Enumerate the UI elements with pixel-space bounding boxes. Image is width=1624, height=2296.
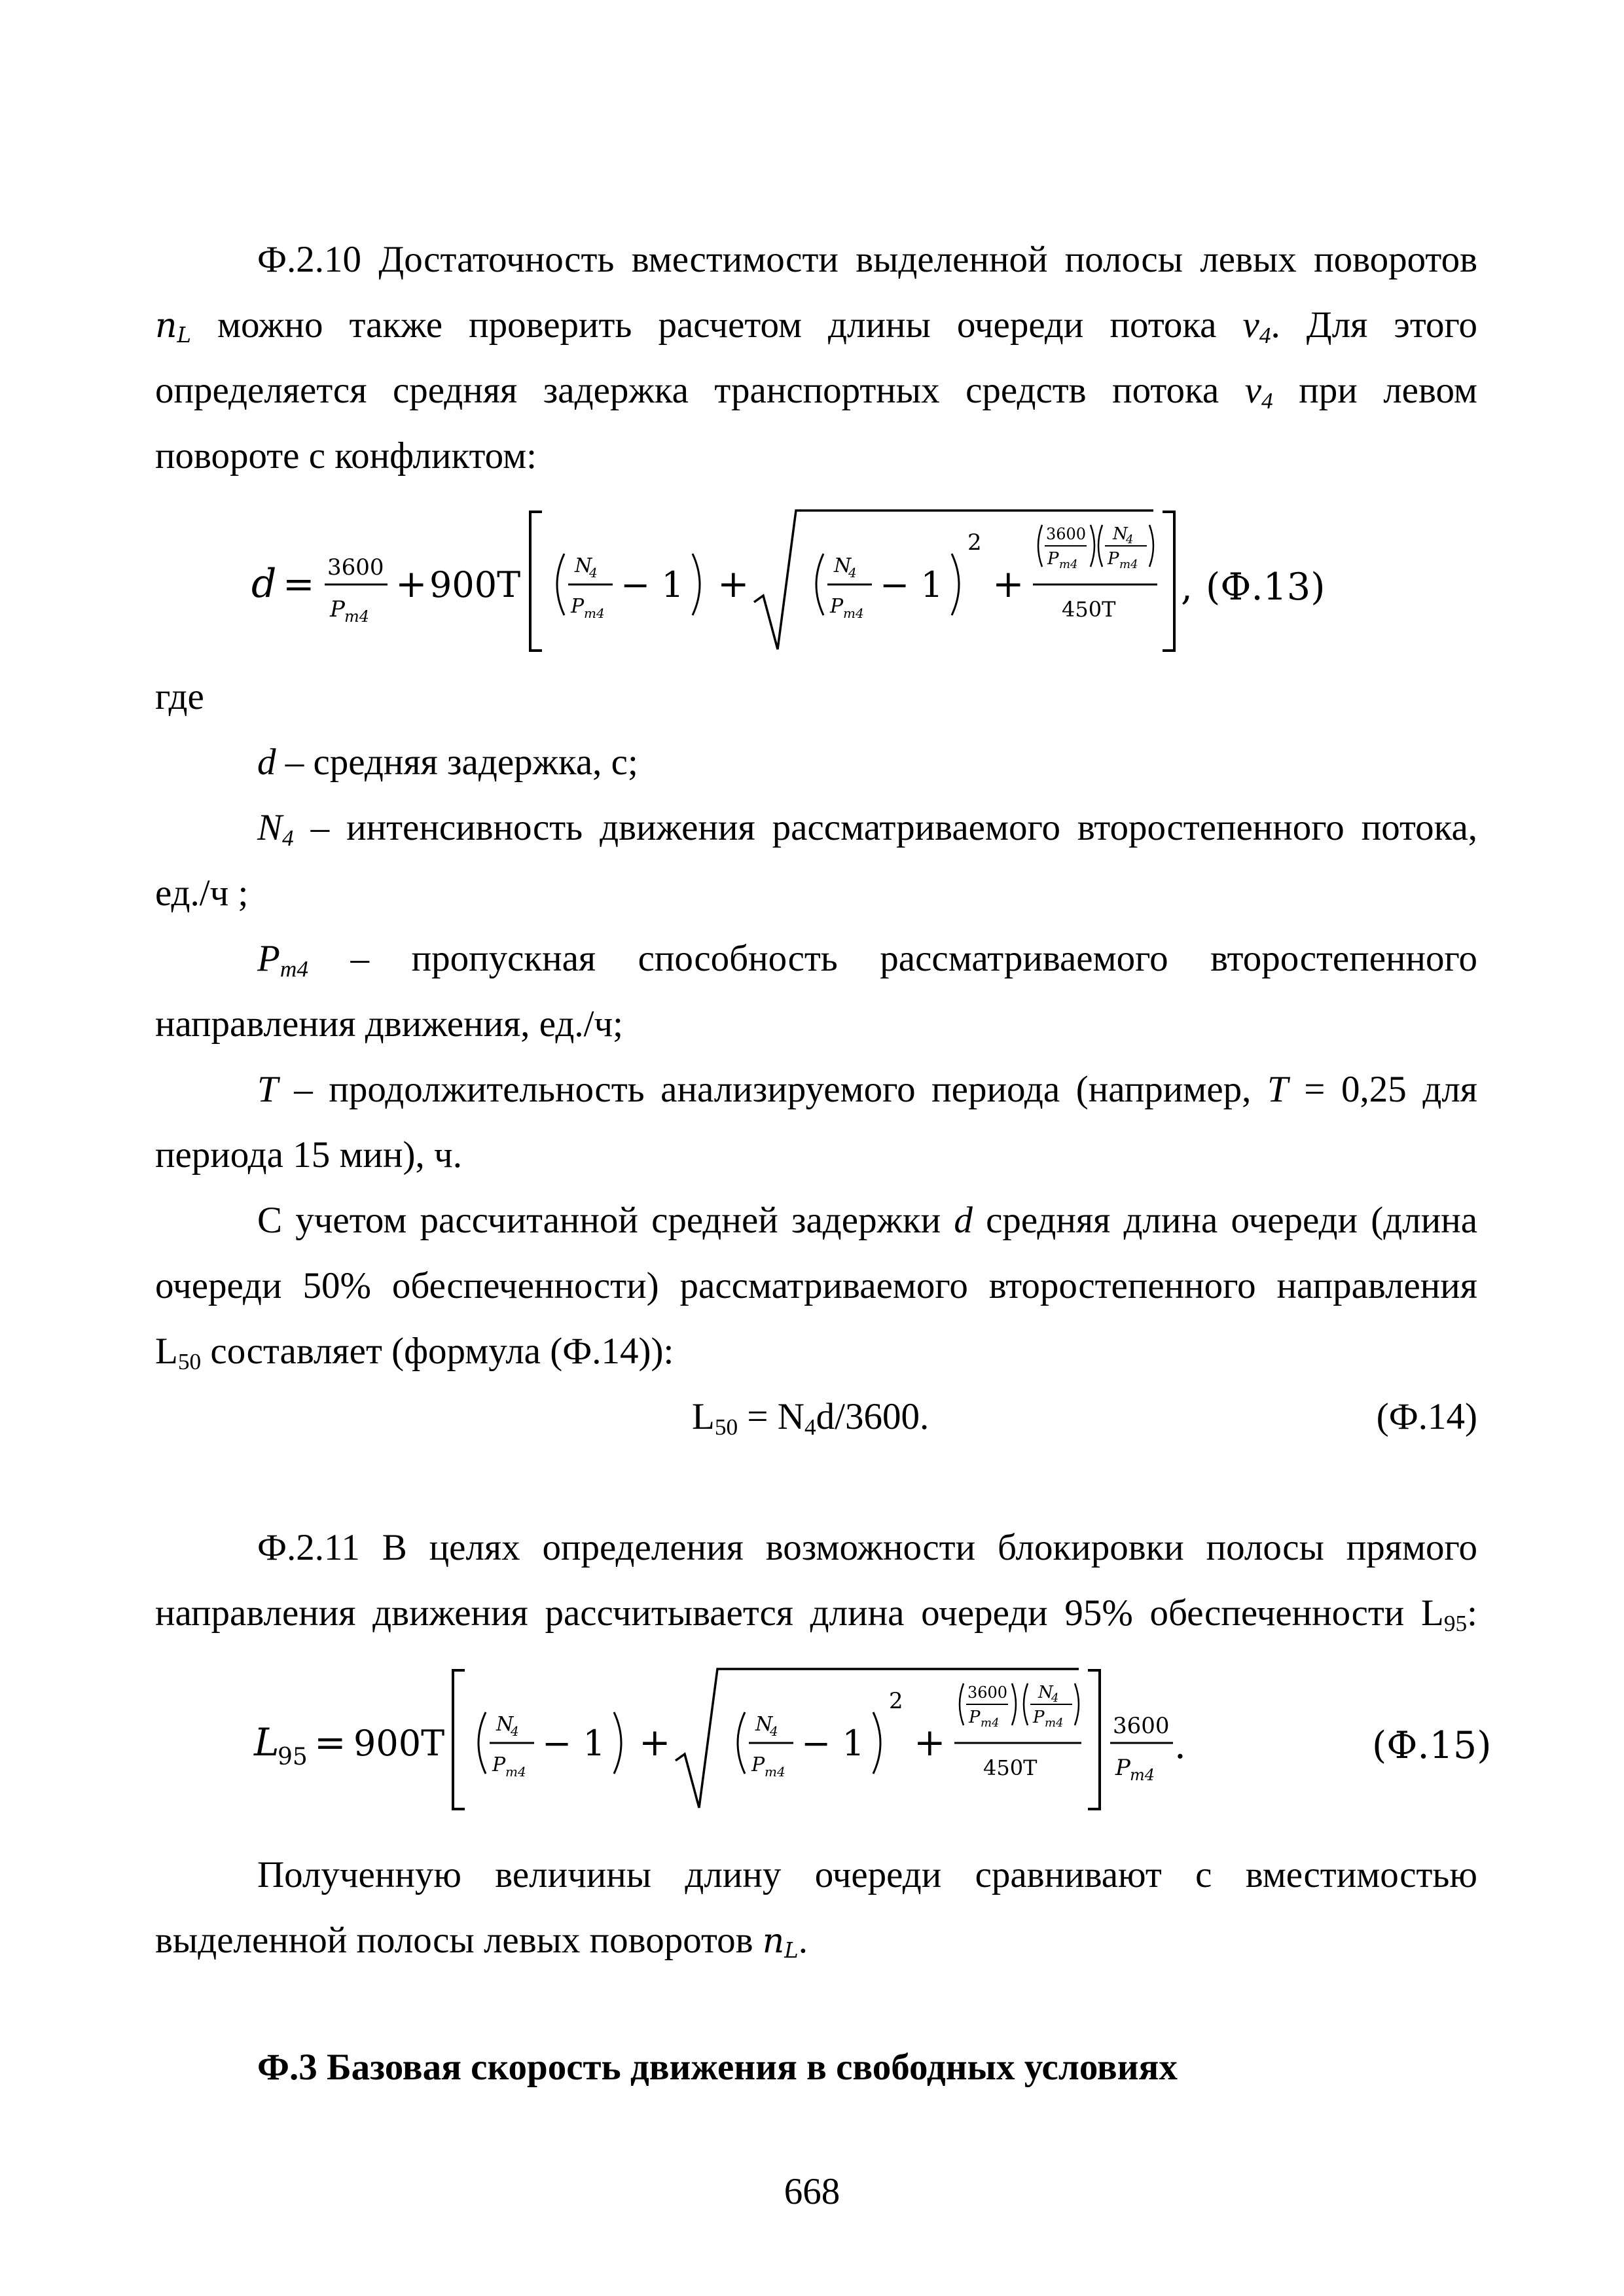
- svg-text:m4: m4: [981, 1716, 1000, 1730]
- svg-text:P: P: [969, 1708, 981, 1727]
- paragraph-L50-line2: очереди 50% обеспеченности) рассматриваемого второстепенного направления: [155, 1265, 1477, 1306]
- svg-text:P: P: [751, 1753, 765, 1776]
- svg-text:450T: 450T: [1062, 597, 1116, 622]
- paragraph-f210-line4: повороте с конфликтом:: [155, 435, 537, 476]
- svg-text:P: P: [1115, 1755, 1130, 1781]
- svg-text:2: 2: [967, 529, 982, 556]
- paragraph-L50-line1: С учетом рассчитанной средней задержки d средняя длина очереди (длина: [257, 1200, 1477, 1241]
- definition-Pm4-cont: направления движения, ед./ч;: [155, 1003, 623, 1045]
- svg-text:P: P: [1047, 549, 1059, 569]
- svg-text:m4: m4: [344, 607, 370, 626]
- paragraph-f210-line1: Ф.2.10 Достаточность вместимости выделенной полосы левых поворотов: [257, 239, 1477, 280]
- svg-text:m4: m4: [1059, 558, 1078, 571]
- svg-text:m4: m4: [1045, 1716, 1064, 1730]
- svg-text:2: 2: [889, 1688, 903, 1714]
- paragraph-compare-line1: Полученную величины длину очереди сравнивают с вместимостью: [257, 1854, 1477, 1895]
- svg-text:P: P: [571, 595, 585, 618]
- svg-text:.: .: [1174, 1725, 1186, 1767]
- definition-Pm4: $P_{m4}$ – пропускная способность рассматриваемого второстепенного: [257, 938, 1477, 982]
- svg-text:P: P: [1108, 549, 1119, 569]
- svg-text:m4: m4: [843, 605, 864, 621]
- definition-N4: $N_4$ – интенсивность движения рассматриваемого второстепенного потока,: [257, 807, 1477, 851]
- formula-f13-label: (Ф.13): [1206, 565, 1326, 609]
- svg-text:− 1: − 1: [542, 1723, 605, 1764]
- definition-N4-cont: ед./ч ;: [155, 872, 249, 914]
- svg-text:3600: 3600: [1113, 1713, 1170, 1739]
- svg-text:m4: m4: [505, 1764, 526, 1780]
- svg-text:P: P: [330, 596, 345, 622]
- svg-text:900T: 900T: [353, 1723, 445, 1764]
- paragraph-f210-line3: определяется средняя задержка транспортных средств потока $v_4$ при левом: [155, 370, 1477, 414]
- page-number: 668: [784, 2171, 840, 2212]
- svg-text:m4: m4: [1130, 1766, 1155, 1784]
- svg-text:m4: m4: [1119, 558, 1138, 571]
- svg-text:95: 95: [278, 1744, 308, 1770]
- svg-text:4: 4: [511, 1723, 519, 1739]
- var-v4: $v_4$: [1242, 304, 1271, 348]
- svg-text:N: N: [1113, 524, 1128, 544]
- svg-text:− 1: − 1: [801, 1723, 865, 1764]
- definition-T: T – продолжительность анализируемого периода (например, T = 0,25 для: [257, 1069, 1477, 1110]
- where-label: где: [155, 676, 204, 717]
- formula-f14-label: (Ф.14): [1376, 1396, 1477, 1437]
- svg-text:N: N: [834, 554, 852, 577]
- svg-text:4: 4: [589, 565, 598, 581]
- svg-text:=: =: [314, 1720, 346, 1765]
- paragraph-f211-line2: направления движения рассчитывается длина очереди 95% обеспеченности $L_{95}$:: [155, 1592, 1477, 1636]
- svg-text:N: N: [496, 1713, 514, 1736]
- formula-f14-body: $L_{50} = N_4d/3600$.: [692, 1396, 929, 1440]
- svg-text:N: N: [1038, 1683, 1053, 1702]
- svg-text:4: 4: [770, 1723, 778, 1739]
- paragraph-f211-line1: Ф.2.11 В целях определения возможности блокировки полосы прямого: [257, 1527, 1477, 1568]
- svg-text:N: N: [575, 554, 592, 577]
- svg-text:m4: m4: [765, 1764, 785, 1780]
- svg-text:+: +: [717, 562, 749, 606]
- formula-f13-lhs: d: [251, 561, 277, 607]
- definition-T-cont: периода 15 мин), ч.: [155, 1134, 462, 1175]
- svg-text:4: 4: [1126, 533, 1134, 547]
- svg-text:3600: 3600: [1046, 525, 1087, 543]
- svg-text:4: 4: [1051, 1691, 1059, 1705]
- svg-text:+: +: [992, 562, 1024, 606]
- formula-f15-label: (Ф.15): [1372, 1724, 1492, 1767]
- svg-text:L: L: [254, 1720, 280, 1765]
- svg-text:− 1: − 1: [621, 564, 684, 605]
- svg-text:3600: 3600: [327, 554, 384, 581]
- svg-text:− 1: − 1: [880, 564, 943, 605]
- svg-text:450T: 450T: [983, 1755, 1038, 1780]
- svg-text:4: 4: [848, 565, 857, 581]
- paragraph-f210-line2: $n_L$ можно также проверить расчетом длины очереди потока $v_4$. Для этого: [155, 304, 1477, 348]
- svg-text:m4: m4: [584, 605, 605, 621]
- svg-text:=: =: [283, 562, 315, 606]
- definition-d: d – средняя задержка, с;: [257, 742, 638, 783]
- svg-text:+: +: [914, 1720, 946, 1765]
- svg-text:,: ,: [1181, 566, 1193, 609]
- var-nL: $n_L$: [155, 306, 191, 348]
- svg-text:3600: 3600: [967, 1683, 1008, 1702]
- section-heading-f3: Ф.3 Базовая скорость движения в свободных условиях: [257, 2047, 1178, 2088]
- svg-text:900T: 900T: [429, 564, 521, 605]
- paragraph-L50-line3: $L_{50}$ составляет (формула (Ф.14)):: [155, 1331, 674, 1374]
- svg-text:P: P: [1033, 1708, 1045, 1727]
- formula-f13: [242, 504, 1388, 661]
- svg-text:P: P: [830, 595, 844, 618]
- svg-text:+: +: [639, 1720, 671, 1765]
- svg-text:+: +: [395, 562, 427, 606]
- svg-text:N: N: [755, 1713, 773, 1736]
- formula-f15: [249, 1662, 1492, 1820]
- svg-text:P: P: [492, 1753, 506, 1776]
- paragraph-compare-line2: выделенной полосы левых поворотов $n_L$.: [155, 1920, 808, 1964]
